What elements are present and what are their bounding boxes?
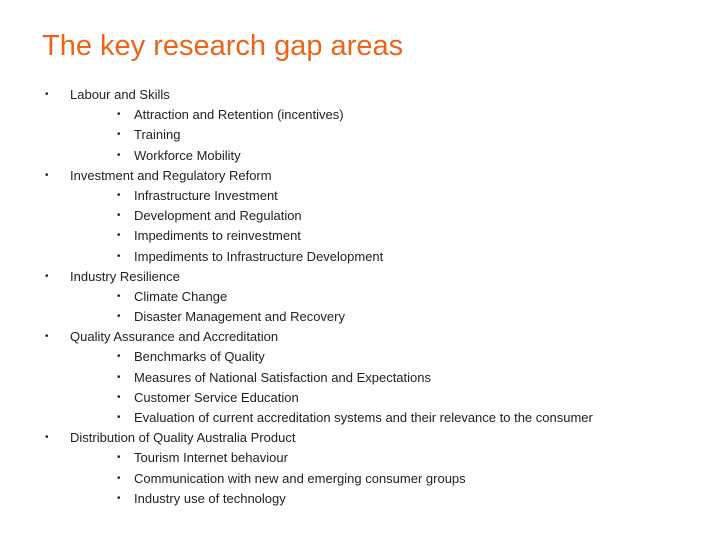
sub-item [0, 247, 720, 267]
research-gap-list [0, 85, 720, 509]
sub-item [0, 105, 720, 125]
bullet-icon: • [117, 351, 121, 363]
sub-list [0, 105, 720, 166]
sub-item-label: Infrastructure Investment [134, 187, 278, 203]
bullet-icon: • [117, 230, 121, 242]
bullet-icon: • [45, 432, 49, 444]
bullet-icon: • [117, 492, 121, 504]
topic-quality-assurance-and-accreditation [0, 327, 720, 428]
bullet-icon: • [117, 472, 121, 484]
sub-item-label: Industry use of technology [134, 490, 286, 506]
sub-item [0, 448, 720, 468]
bullet-icon: • [117, 452, 121, 464]
sub-list [0, 347, 720, 428]
sub-item-label: Impediments to Infrastructure Development [134, 248, 384, 264]
bullet-icon: • [117, 250, 121, 262]
sub-item [0, 469, 720, 489]
bullet-icon: • [45, 89, 49, 100]
bullet-icon: • [117, 311, 121, 323]
sub-item-label: Measures of National Satisfaction and Expectations [134, 369, 432, 385]
topic-label: Investment and Regulatory Reform [70, 167, 272, 183]
topic-label: Quality Assurance and Accreditation [70, 329, 279, 345]
sub-item [0, 226, 720, 246]
sub-item [0, 489, 720, 509]
sub-item [0, 368, 720, 388]
sub-item-label: Benchmarks of Quality [134, 349, 265, 365]
sub-item-label: Tourism Internet behaviour [134, 450, 288, 466]
topic-label: Industry Resilience [70, 268, 180, 284]
sub-list [0, 186, 720, 267]
sub-list [0, 448, 720, 509]
sub-item-label: Evaluation of current accreditation systems and their relevance to the consumer [134, 410, 593, 425]
sub-item-label: Disaster Management and Recovery [134, 309, 345, 325]
sub-item-label: Customer Service Education [134, 389, 299, 405]
slide-title: The key research gap areas [42, 30, 404, 62]
bullet-icon: • [117, 371, 121, 383]
topic-distribution-of-quality-australia-product [0, 428, 720, 509]
bullet-icon: • [117, 109, 121, 121]
bullet-icon: • [117, 149, 121, 161]
sub-item [0, 125, 720, 145]
bullet-icon: • [45, 270, 49, 282]
bullet-icon: • [45, 169, 49, 181]
topic-investment-and-regulatory-reform [0, 166, 720, 267]
topic-labour-and-skills [0, 85, 720, 166]
sub-item [0, 307, 720, 327]
topic-industry-resilience [0, 267, 720, 328]
sub-item-label: Workforce Mobility [134, 147, 241, 163]
bullet-icon: • [117, 290, 121, 302]
sub-item-label: Impediments to reinvestment [134, 228, 301, 244]
sub-item [0, 388, 720, 408]
bullet-icon: • [45, 331, 49, 343]
sub-item-label: Communication with new and emerging consumer groups [134, 470, 466, 486]
sub-item [0, 347, 720, 367]
topic-label: Distribution of Quality Australia Product [70, 430, 296, 446]
bullet-icon: • [117, 391, 121, 403]
sub-item [0, 408, 720, 428]
sub-item [0, 206, 720, 226]
sub-item [0, 287, 720, 307]
bullet-icon: • [117, 189, 121, 201]
sub-item [0, 146, 720, 166]
sub-item-label: Attraction and Retention (incentives) [134, 107, 344, 123]
sub-item-label: Climate Change [134, 288, 228, 304]
sub-item-label: Training [134, 127, 181, 143]
sub-list [0, 287, 720, 327]
topic-label: Labour and Skills [70, 87, 170, 102]
bullet-icon: • [117, 129, 121, 141]
sub-item [0, 186, 720, 206]
bullet-icon: • [117, 412, 121, 423]
sub-item-label: Development and Regulation [134, 208, 302, 224]
bullet-icon: • [117, 210, 121, 222]
